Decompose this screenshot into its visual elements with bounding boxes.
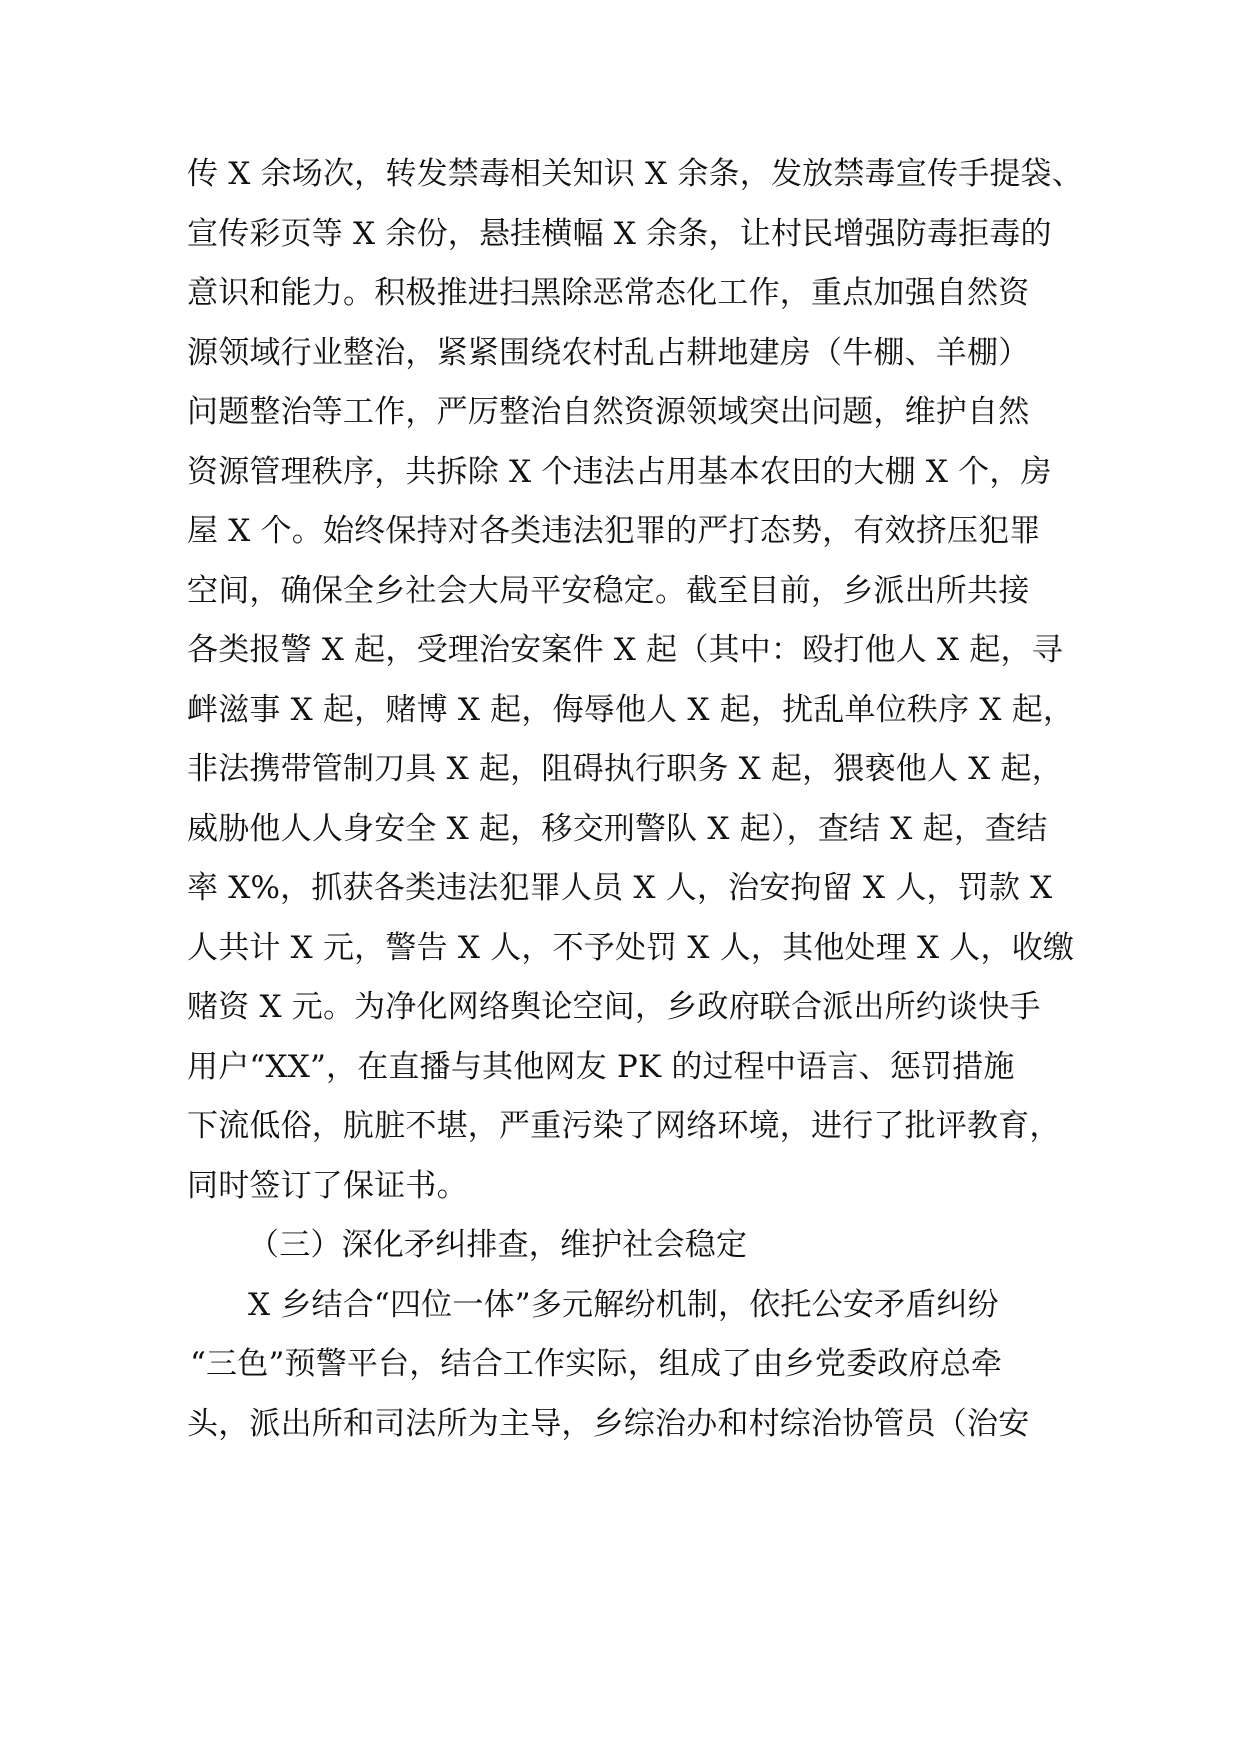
body-text-line-9: 各类报警 X 起，受理治安案件 X 起（其中：殴打他人 X 起，寻 — [187, 632, 1063, 668]
body-text-line-17: 下流低俗，肮脏不堪，严重污染了网络环境，进行了批评教育， — [187, 1108, 1061, 1144]
body-text-line-20: “三色”预警平台，结合工作实际，组成了由乡党委政府总牵 — [190, 1346, 1003, 1382]
body-text-line-15: 赌资 X 元。为净化网络舆论空间，乡政府联合派出所约谈快手 — [187, 989, 1041, 1025]
body-text-line-6: 资源管理秩序，共拆除 X 个违法占用基本农田的大棚 X 个，房 — [187, 454, 1052, 490]
body-text-line-11: 非法携带管制刀具 X 起，阻碍执行职务 X 起，猥亵他人 X 起， — [187, 751, 1063, 787]
body-text-line-5: 问题整治等工作，严厉整治自然资源领域突出问题，维护自然 — [187, 394, 1030, 430]
body-text-line-8: 空间，确保全乡社会大局平安稳定。截至目前，乡派出所共接 — [187, 573, 1030, 609]
body-text-line-18: 同时签订了保证书。 — [187, 1168, 468, 1204]
body-text-line-16: 用户“XX”，在直播与其他网友 PK 的过程中语言、惩罚措施 — [187, 1049, 1015, 1085]
body-text-line-2: 宣传彩页等 X 余份，悬挂横幅 X 余条，让村民增强防毒拒毒的 — [187, 216, 1052, 252]
body-text-line-13: 率 X%，抓获各类违法犯罪人员 X 人，治安拘留 X 人，罚款 X — [187, 870, 1053, 906]
body-text-line-14: 人共计 X 元，警告 X 人，不予处罚 X 人，其他处理 X 人，收缴 — [187, 930, 1075, 966]
body-text-line-3: 意识和能力。积极推进扫黑除恶常态化工作，重点加强自然资 — [187, 275, 1030, 311]
body-text-line-1: 传 X 余场次，转发禁毒相关知识 X 余条，发放禁毒宣传手提袋、 — [187, 156, 1083, 192]
body-text-line-10: 衅滋事 X 起，赌博 X 起，侮辱他人 X 起，扰乱单位秩序 X 起， — [187, 692, 1075, 728]
body-text-line-12: 威胁他人人身安全 X 起，移交刑警队 X 起），查结 X 起，查结 — [187, 811, 1048, 847]
body-text-line-4: 源领域行业整治，紧紧围绕农村乱占耕地建房（牛棚、羊棚） — [187, 335, 1030, 371]
body-text-line-21: 头，派出所和司法所为主导，乡综治办和村综治协管员（治安 — [187, 1406, 1030, 1442]
section-heading: （三）深化矛纠排查，维护社会稳定 — [248, 1227, 748, 1263]
body-text-line-7: 屋 X 个。始终保持对各类违法犯罪的严打态势，有效挤压犯罪 — [187, 513, 1041, 549]
body-text-line-19: X 乡结合“四位一体”多元解纷机制，依托公安矛盾纠纷 — [248, 1287, 999, 1323]
